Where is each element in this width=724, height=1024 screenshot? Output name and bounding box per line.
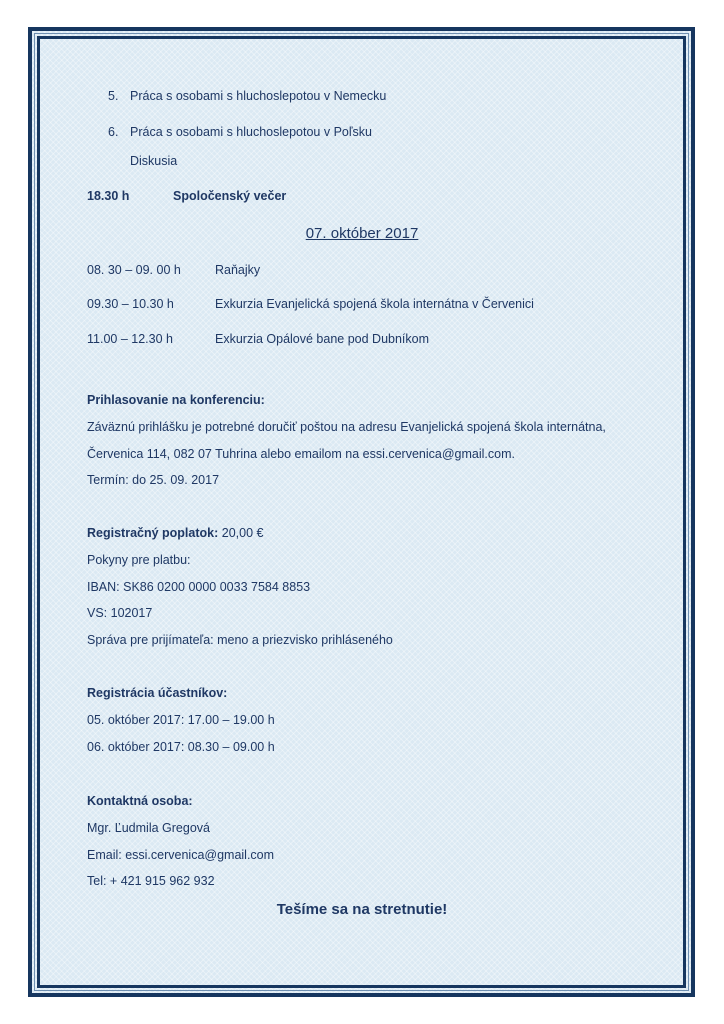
payment-note: Správa pre prijímateľa: meno a priezvisko prihláseného bbox=[87, 633, 393, 647]
registration-heading: Prihlasovanie na konferenciu: bbox=[87, 393, 265, 407]
schedule-text: Exkurzia Evanjelická spojená škola internátna v Červenici bbox=[215, 297, 534, 311]
payment-instructions: Pokyny pre platbu: bbox=[87, 553, 191, 567]
evening-time: 18.30 h bbox=[87, 189, 130, 203]
iban: IBAN: SK86 0200 0000 0033 7584 8853 bbox=[87, 580, 311, 594]
schedule-time: 09.30 – 10.30 h bbox=[87, 297, 174, 311]
contact-name: Mgr. Ľudmila Gregová bbox=[87, 821, 210, 835]
contact-email: Email: essi.cervenica@gmail.com bbox=[87, 848, 275, 862]
program-item-text: Práca s osobami s hluchoslepotou v Poľsku bbox=[130, 125, 372, 139]
program-item-number: 6. bbox=[108, 125, 119, 139]
day-heading: 07. október 2017 bbox=[305, 225, 419, 242]
fee-label: Registračný poplatok: bbox=[87, 526, 219, 540]
discussion-label: Diskusia bbox=[130, 154, 178, 168]
program-item-number: 5. bbox=[108, 89, 119, 103]
variable-symbol: VS: 102017 bbox=[87, 606, 153, 620]
participants-slot: 05. október 2017: 17.00 – 19.00 h bbox=[87, 713, 275, 727]
schedule-time: 08. 30 – 09. 00 h bbox=[87, 263, 181, 277]
evening-label: Spoločenský večer bbox=[173, 189, 287, 203]
closing-message: Tešíme sa na stretnutie! bbox=[276, 901, 448, 918]
participants-slot: 06. október 2017: 08.30 – 09.00 h bbox=[87, 740, 275, 754]
registration-deadline: Termín: do 25. 09. 2017 bbox=[87, 473, 220, 487]
fee-line bbox=[87, 525, 263, 541]
fee-amount: 20,00 € bbox=[218, 526, 264, 540]
contact-heading: Kontaktná osoba: bbox=[87, 794, 193, 808]
contact-phone: Tel: + 421 915 962 932 bbox=[87, 874, 215, 888]
registration-line: Záväznú prihlášku je potrebné doručiť poštou na adresu Evanjelická spojená škola internátna, bbox=[87, 420, 606, 434]
schedule-time: 11.00 – 12.30 h bbox=[87, 332, 173, 346]
registration-line: Červenica 114, 082 07 Tuhrina alebo emailom na essi.cervenica@gmail.com. bbox=[87, 447, 515, 461]
schedule-text: Raňajky bbox=[215, 263, 261, 277]
participants-heading: Registrácia účastníkov: bbox=[87, 686, 228, 700]
schedule-text: Exkurzia Opálové bane pod Dubníkom bbox=[215, 332, 430, 346]
program-item-text: Práca s osobami s hluchoslepotou v Nemecku bbox=[130, 89, 387, 103]
